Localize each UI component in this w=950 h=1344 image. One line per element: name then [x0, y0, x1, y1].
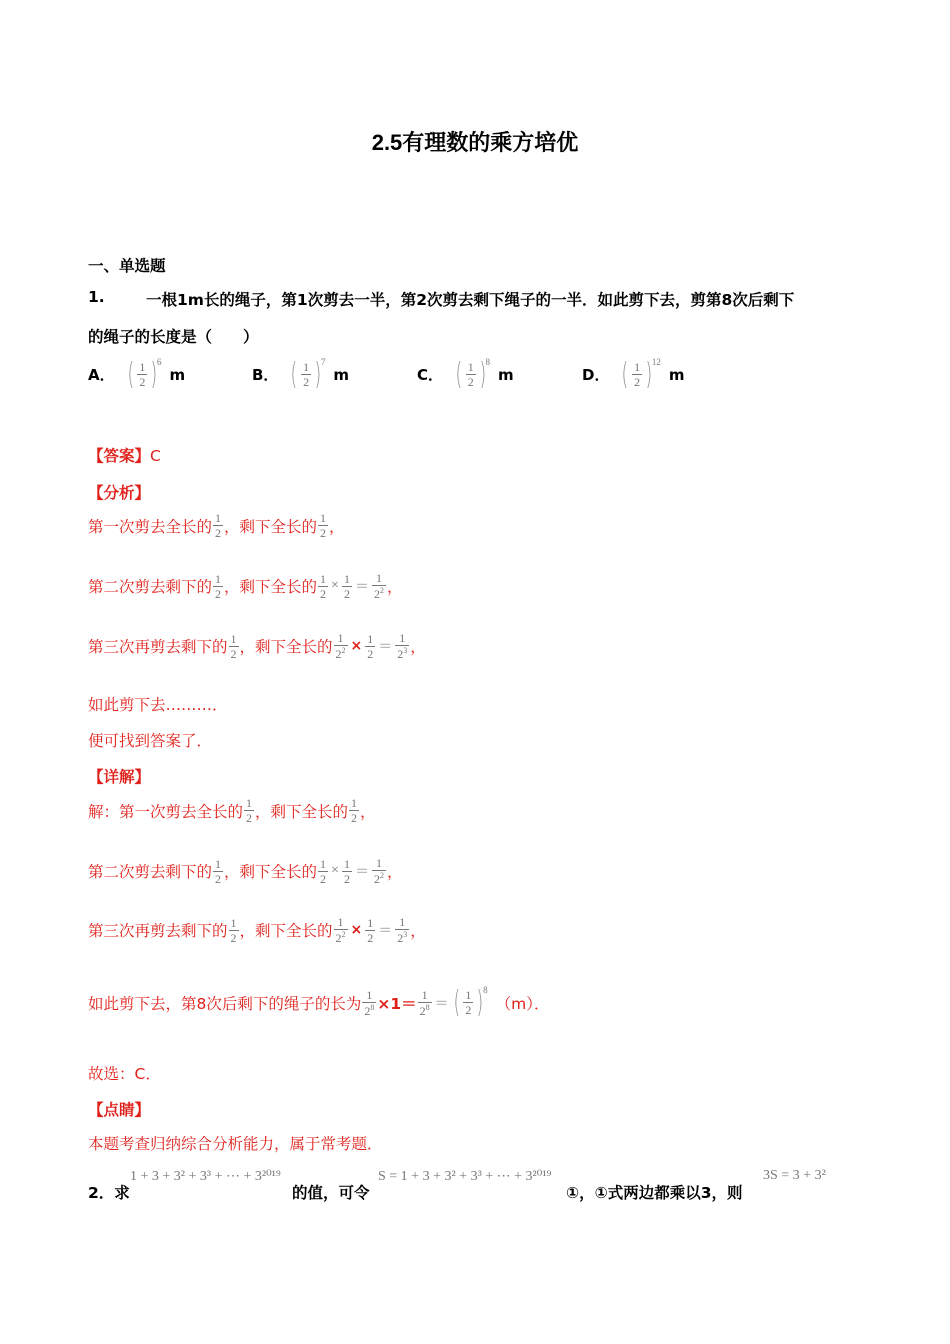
detail-line-1: 解：第一次剪去全长的 $\frac{1}{2}$ ，剩下全长的 $\frac{1}{2}$ ，: [88, 796, 376, 825]
analysis-line-2: 第二次剪去剩下的 $\frac{1}{2}$ ，剩下全长的 $\frac{1}{2}$ × $\frac{1}{2}$ ＝ $\frac{1}{2^2}$ ，: [88, 571, 403, 601]
analysis-line-3: 第三次再剪去剩下的 $\frac{1}{2}$ ，剩下全长的 $\frac{1}{2^2}$ × $\frac{1}{2}$ ＝ $\frac{1}{2^3}$ ，: [88, 631, 426, 661]
answer-value: C: [150, 447, 161, 465]
detail-line-2: 第二次剪去剩下的 $\frac{1}{2}$ ，剩下全长的 $\frac{1}{2}$ × $\frac{1}{2}$ ＝ $\frac{1}{2^2}$ ，: [88, 856, 403, 886]
option-b-label: B．: [252, 366, 279, 384]
comment-text: 本题考查归纳综合分析能力，属于常考题．: [88, 1135, 383, 1153]
option-d-label: D．: [582, 366, 610, 384]
detail-tag: 【详解】: [88, 768, 151, 786]
option-b-exponent: 7: [320, 357, 326, 367]
comment-tag: 【点睛】: [88, 1101, 151, 1119]
q1-text-line2: 的绳子的长度是（ ）: [88, 328, 259, 346]
answer-line: [88, 444, 161, 466]
option-a[interactable]: A． ( $\frac{1}{2}$ ) $^6$ m: [88, 357, 186, 392]
option-a-label: A．: [88, 366, 115, 384]
analysis-line-4: 如此剪下去………．: [88, 696, 228, 714]
analysis-tag: 【分析】: [88, 484, 151, 502]
answer-tag: 【答案】: [88, 447, 151, 465]
section-heading: 一、单选题: [88, 257, 166, 275]
analysis-line-5: 便可找到答案了．: [88, 732, 213, 750]
q2-expr-1: 1 + 3 + 3² + 3³ + ⋯ + 3²⁰¹⁹: [130, 1169, 281, 1184]
q2-expr-3: 3S = 3 + 3²: [763, 1168, 826, 1183]
option-d-exponent: 12: [651, 357, 661, 367]
option-b[interactable]: B． ( $\frac{1}{2}$ ) $^7$ m: [252, 357, 350, 392]
page-title: 2.5有理数的乘方培优: [371, 130, 579, 155]
option-d[interactable]: D． ( $\frac{1}{2}$ ) $^{12}$ m: [582, 357, 685, 392]
option-c-label: C．: [417, 366, 444, 384]
option-c-exponent: 8: [485, 357, 490, 367]
q1-number: 1.: [88, 288, 105, 306]
detail-line-4: 如此剪下去，第8次后剩下的绳子的长为 $\frac{1}{2^8}$ ×1＝ $\frac{1}{2^8}$ ＝ ( $\frac{1}{2}$ ) $^8$ （m）．: [88, 985, 550, 1020]
analysis-line-1: 第一次剪去全长的 $\frac{1}{2}$ ，剩下全长的 $\frac{1}{2}$ ，: [88, 511, 345, 540]
option-c[interactable]: C． ( $\frac{1}{2}$ ) $^8$ m: [417, 357, 514, 392]
q2-tail-text: ①，①式两边都乘以3，则: [566, 1184, 743, 1202]
option-a-exponent: 6: [157, 357, 162, 367]
choose-line: 故选：C．: [88, 1065, 161, 1083]
detail-line-3: 第三次再剪去剩下的 $\frac{1}{2}$ ，剩下全长的 $\frac{1}{2^2}$ × $\frac{1}{2}$ ＝ $\frac{1}{2^3}$ ，: [88, 915, 426, 945]
q1-text-line1: 一根1m长的绳子，第1次剪去一半，第2次剪去剩下绳子的一半．如此剪下去，剪第8次后剩下: [146, 291, 795, 309]
q2-number: 2．求: [88, 1184, 130, 1202]
q2-expr-2: S = 1 + 3 + 3² + 3³ + ⋯ + 3²⁰¹⁹: [378, 1169, 552, 1184]
q2-mid-text: 的值，可令: [292, 1184, 370, 1202]
